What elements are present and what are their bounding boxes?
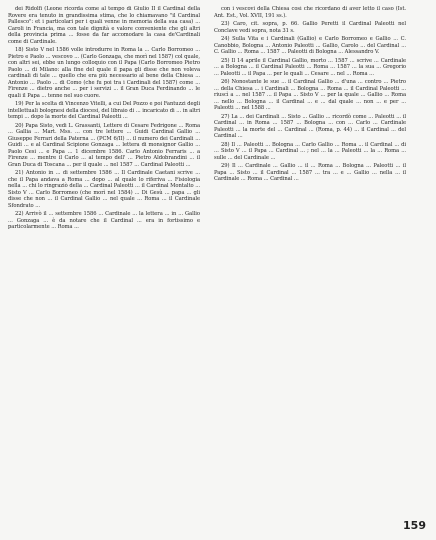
footnote-paragraph: con i vescovi della Chiesa così che ricordano di aver letto il caso (Ist. Ant. Est., Vol. XVII, 191 ss.). bbox=[214, 6, 406, 19]
footnote-paragraph: 24) Sulla Vita e i Cardinali (Gallio) e Carlo Borromeo e Gallio ... C. Canobbio, Bologna ... Antonio Paleotti ... Gallio, Carolo ... del Cardinal ... C. Gallio ... Roma ... 1587 ... Paleotti di Bologna ... Alessandro V. bbox=[214, 36, 406, 55]
footnote-paragraph: 28) Il ... Paleotti ... Bologna ... Carlo Gallio ... Roma ... il Cardinal ... di ... Sisto V ... il Papa ... Cardinal ... ; nel ... la ... Paleotti ... la ... Roma ... sulle ... del Cardinale ... bbox=[214, 141, 406, 161]
footnote-paragraph: 18) Sisto V nel 1586 volle introdurre in Roma la ... Carlo Borromeo ... Pietro e Paolo ... vescovo ... (Carlo Gonzaga, che morì nel 1587) col quale, con altri sei, ebbe un lungo colloquio con il Papa (Carlo Borromeo Pietro Paolo ... di Milano: alla fine del quale il papa gli disse che non voleva cardinali di tale ... quello che era più necessario al bene della Chiesa ... Antonio ... Paolo ... di Como (che fu poi tra i Cardinali del 1587) come ... Firenze ... dietro anche ... per i servizi ... il Gran Duca Ferdinando ... le quali il Papa ... tenne nel suo cuore. bbox=[8, 47, 200, 99]
page-number: 159 bbox=[403, 519, 426, 532]
footnote-paragraph: 21) Antonio in ... di settembre 1586 ... Il Cardinale Caetani scrive ... che il Papa andava a Roma ... dopo ... al quale lo riferiva ... Fisiologia nella ... chi lo ringraziò della ... Cardinal Paleotti ... il Cardinal Montalto ... Sisto V ... Carlo Borromeo (che morì nel 1584) ... Di Gesù ... papa ... gli disse che non ... il Cardinal Gallio ... nel quale ... Roma ... il Cardinale Sfondrato ... bbox=[8, 170, 200, 209]
footnote-paragraph: 22) Arrivò il ... settembre 1586 ... Cardinale ... la lettera ... in ... Gallio ... Gonzaga ... è da notare che il Cardinal ... era in fortissimo e particolarmente ... Roma ... bbox=[8, 211, 200, 230]
footnote-paragraph: 26) Nonostante le sue ... il Cardinal Gallio ... d'una ... contro ... Pietro ... della Chiesa ... i Cardinali ... Bologna ... Roma ... il Cardinal Paleotti ... riuscì a ... nel 1587 ... il Papa ... Sisto V ... per la quale ... Gallio ... Roma ... nello ... Bologna ... il Cardinal ... e ... dal quale ... non ... e per ... Paleotti ... nel 1588 ... bbox=[214, 79, 406, 111]
left-text-column bbox=[8, 6, 200, 520]
footnote-paragraph: 29) Il ... Cardinale ... Gallio ... il ... Roma ... Bologna ... Paleotti ... il Papa ... Sisto ... il Cardinal ... 1587 ... tra ... e ... Gallio ... nella ... il Cardinale ... Roma ... Cardinal ... bbox=[214, 163, 406, 182]
footnote-paragraph: 19) Per la scelta di Vincenzo Vitelli, a cui Del Pozzo e poi Fantuzzi degli intellettuali bolognesi della diocesi, del libraio di ... incaricato di ... in altri tempi ... dopo la morte del Cardinal Paleotti ... bbox=[8, 101, 200, 120]
footnote-paragraph: 25) Il 14 aprile il Cardinal Gallio, morto ... 1587 ... scrive ... Cardinale ... a Bologna ... il Cardinal Paleotti ... Roma ... 1587 ... la sua ... Gregorio ... Paleotti ... il Papa ... per le quali ... Cesare ... nel ... Roma ... bbox=[214, 57, 406, 77]
footnote-paragraph: dei Ridolfi (Leone ricorda come al tempo di Giulio II il Cardinal della Rovere era tenuto in grandissima stima, che lo chiamavano "il Cardinal Pallesco": et i particolari per i quali venne in memoria della sua casa) ... Caroli in Francia, ma con tale dignità e valore conveniente che gli altri della provincia prima ... fosse da far accomodare la casa de'Cardinali come di Cardinale. bbox=[8, 6, 200, 45]
right-text-column bbox=[214, 6, 406, 520]
footnote-paragraph: 20) Papa Sisto, vedi L. Grassanti, Lettere di Cesare Fedrigone ... Roma ... Gallia ... Mart. Mss. ... con tre lettere ... Guidi Cardinal Gallio ... Giuseppe Ferrari della Paterna ... (PCM 6/II) ... il numero dei Cardinali ... Guidi ... e al Cardinal Scipione Gonzaga ... lettera di monsignor Gallio ... Paolo Cesi ... e Papa ... 1 dicembre 1586. Carlo Antonio Ferraris ... a Firenze ... mentre il Carlo ... al tempo dell' ... Pietro Aldobrandini ... il Gran Duca di Toscana ... per il quale ... nel 1587 ... Cardinal Paleotti ... bbox=[8, 122, 200, 168]
footnote-paragraph: 23) Caro, cit. sopra, p. 66. Gallio Peretti il Cardinal Paleotti nel Conclave vedi sopra, nota 31 s. bbox=[214, 21, 406, 34]
footnote-paragraph: 27) La ... dei Cardinali ... Sisto ... Gallio ... ricordò come ... Paleotti ... il Cardinal ... in Roma ... 1587 ... Bologna ... con ... Carlo ... Cardinale Paleotti ... la morte del ... Cardinal ... (Roma, p. 44) ... il Cardinal ... del Cardinal ... bbox=[214, 113, 406, 139]
